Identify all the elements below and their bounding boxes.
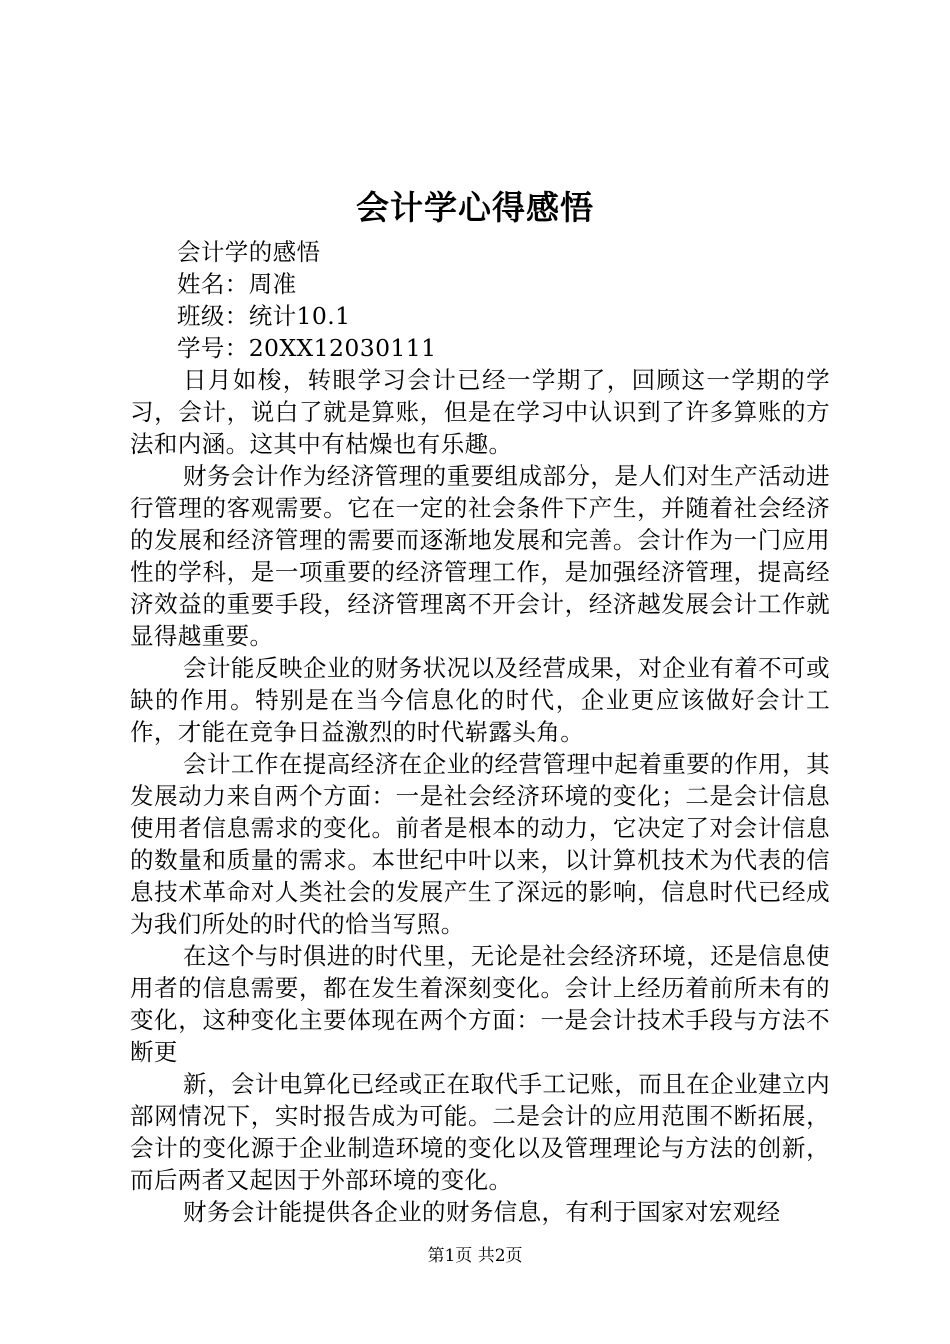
paragraph: 财务会计能提供各企业的财务信息，有利于国家对宏观经 bbox=[183, 1198, 781, 1226]
page-footer: 第1页 共2页 bbox=[427, 1246, 523, 1266]
subtitle: 会计学的感悟 bbox=[177, 238, 321, 266]
document-body bbox=[130, 236, 830, 1228]
name-line: 姓名：周准 bbox=[177, 270, 297, 298]
class-line: 班级：统计10.1 bbox=[177, 302, 351, 330]
paragraph: 会计能反映企业的财务状况以及经营成果，对企业有着不可或缺的作用。特别是在当今信息化的时代，企业更应该做好会计工作，才能在竞争日益激烈的时代崭露头角。 bbox=[130, 654, 830, 746]
student-id-line: 学号：20XX12030111 bbox=[177, 334, 437, 362]
document-title: 会计学心得感悟 bbox=[356, 188, 594, 227]
paragraph: 日月如梭，转眼学习会计已经一学期了，回顾这一学期的学习，会计，说白了就是算账，但是在学习中认识到了许多算账的方法和内涵。这其中有枯燥也有乐趣。 bbox=[130, 366, 830, 458]
paragraph: 新，会计电算化已经或正在取代手工记账，而且在企业建立内部网情况下，实时报告成为可能。二是会计的应用范围不断拓展，会计的变化源于企业制造环境的变化以及管理理论与方法的创新，而后两者又起因于外部环境的变化。 bbox=[130, 1070, 830, 1194]
paragraph: 在这个与时俱进的时代里，无论是社会经济环境，还是信息使用者的信息需要，都在发生着深刻变化。会计上经历着前所未有的变化，这种变化主要体现在两个方面：一是会计技术手段与方法不断更 bbox=[130, 942, 830, 1066]
paragraph: 财务会计作为经济管理的重要组成部分，是人们对生产活动进行管理的客观需要。它在一定的社会条件下产生，并随着社会经济的发展和经济管理的需要而逐渐地发展和完善。会计作为一门应用性的学科，是一项重要的经济管理工作，是加强经济管理，提高经济效益的重要手段，经济管理离不开会计，经济越发展会计工作就显得越重要。 bbox=[130, 462, 830, 650]
paragraph: 会计工作在提高经济在企业的经营管理中起着重要的作用，其发展动力来自两个方面：一是社会经济环境的变化；二是会计信息使用者信息需求的变化。前者是根本的动力，它决定了对会计信息的数量和质量的需求。本世纪中叶以来，以计算机技术为代表的信息技术革命对人类社会的发展产生了深远的影响，信息时代已经成为我们所处的时代的恰当写照。 bbox=[130, 750, 830, 938]
